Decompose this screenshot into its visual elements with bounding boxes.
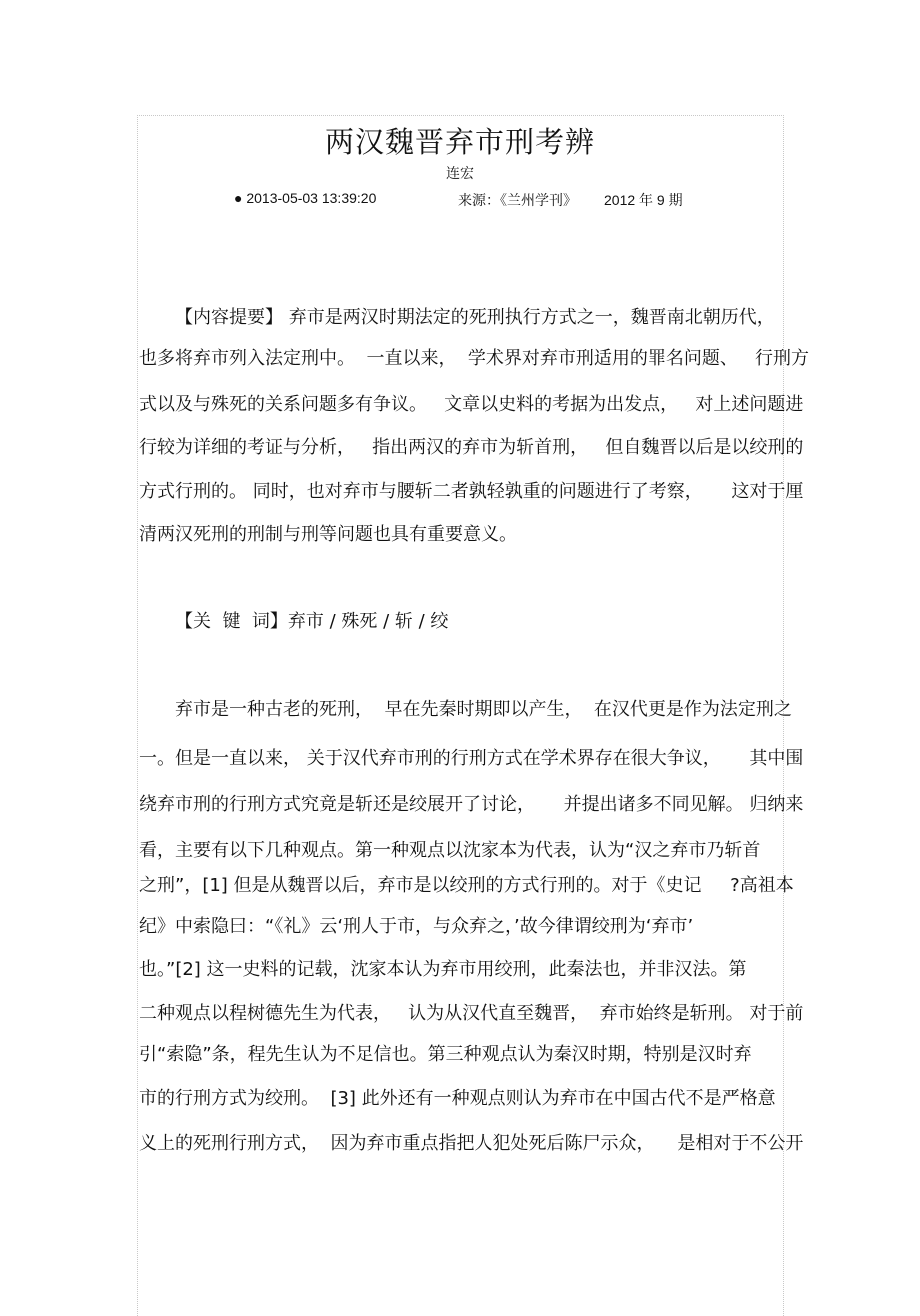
body-line: 绕弃市刑的行刑方式究竟是斩还是绞展开了讨论， 并提出诸多不同见解。 归纳来 — [139, 794, 804, 815]
body-line: 一。但是一直以来， 关于汉代弃市刑的行刑方式在学术界存在很大争议， 其中围 — [139, 748, 804, 769]
article-author: 连宏 — [446, 166, 474, 182]
body-line: 义上的死刑行刑方式， 因为弃市重点指把人犯处死后陈尸示众， 是相对于不公开 — [139, 1133, 804, 1154]
body-line: 也。”[2] 这一史料的记载，沈家本认为弃市用绞刑，此秦法也，并非汉法。第 — [139, 959, 747, 980]
abstract-line: 清两汉死刑的刑制与刑等问题也具有重要意义。 — [139, 524, 517, 545]
body-line: 纪》中索隐曰：“《礼》云‘刑人于市，与众弃之，’故今律谓绞刑为‘弃市’ — [139, 916, 694, 937]
publish-datetime — [234, 190, 376, 206]
article-title: 两汉魏晋弃市刑考辨 — [324, 125, 595, 159]
datetime-text: 2013-05-03 13:39:20 — [246, 190, 377, 206]
article-source: 来源：《兰州学刊》 — [458, 192, 577, 208]
abstract-line: 【内容提要】 弃市是两汉时期法定的死刑执行方式之一，魏晋南北朝历代， — [175, 307, 775, 328]
body-line: 之刑”，[1] 但是从魏晋以后，弃市是以绞刑的方式行刑的。对于《史记 ?高祖本 — [139, 875, 794, 896]
abstract-line: 方式行刑的。 同时，也对弃市与腰斩二者孰轻孰重的问题进行了考察， 这对于厘 — [139, 481, 804, 502]
body-line: 市的行刑方式为绞刑。 [3] 此外还有一种观点则认为弃市在中国古代不是严格意 — [139, 1088, 776, 1109]
body-line: 看，主要有以下几种观点。第一种观点以沈家本为代表，认为“汉之弃市乃斩首 — [139, 840, 761, 861]
bullet-icon: ● — [234, 190, 247, 206]
body-line: 弃市是一种古老的死刑， 早在先秦时期即以产生， 在汉代更是作为法定刑之 — [175, 699, 792, 720]
body-line: 二种观点以程树德先生为代表， 认为从汉代直至魏晋， 弃市始终是斩刑。 对于前 — [139, 1003, 804, 1024]
body-line: 引“索隐”条，程先生认为不足信也。第三种观点认为秦汉时期，特别是汉时弃 — [139, 1044, 752, 1065]
keywords: 【关 键 词】弃市 / 殊死 / 斩 / 绞 — [175, 611, 449, 632]
abstract-line: 也多将弃市列入法定刑中。 一直以来， 学术界对弃市刑适用的罪名问题、 行刑方 — [139, 348, 810, 369]
abstract-line: 行较为详细的考证与分析， 指出两汉的弃市为斩首刑， 但自魏晋以后是以绞刑的 — [139, 437, 804, 458]
abstract-line: 式以及与殊死的关系问题多有争议。 文章以史料的考据为出发点， 对上述问题进 — [139, 394, 804, 415]
article-issue: 2012 年 9 期 — [604, 192, 683, 208]
